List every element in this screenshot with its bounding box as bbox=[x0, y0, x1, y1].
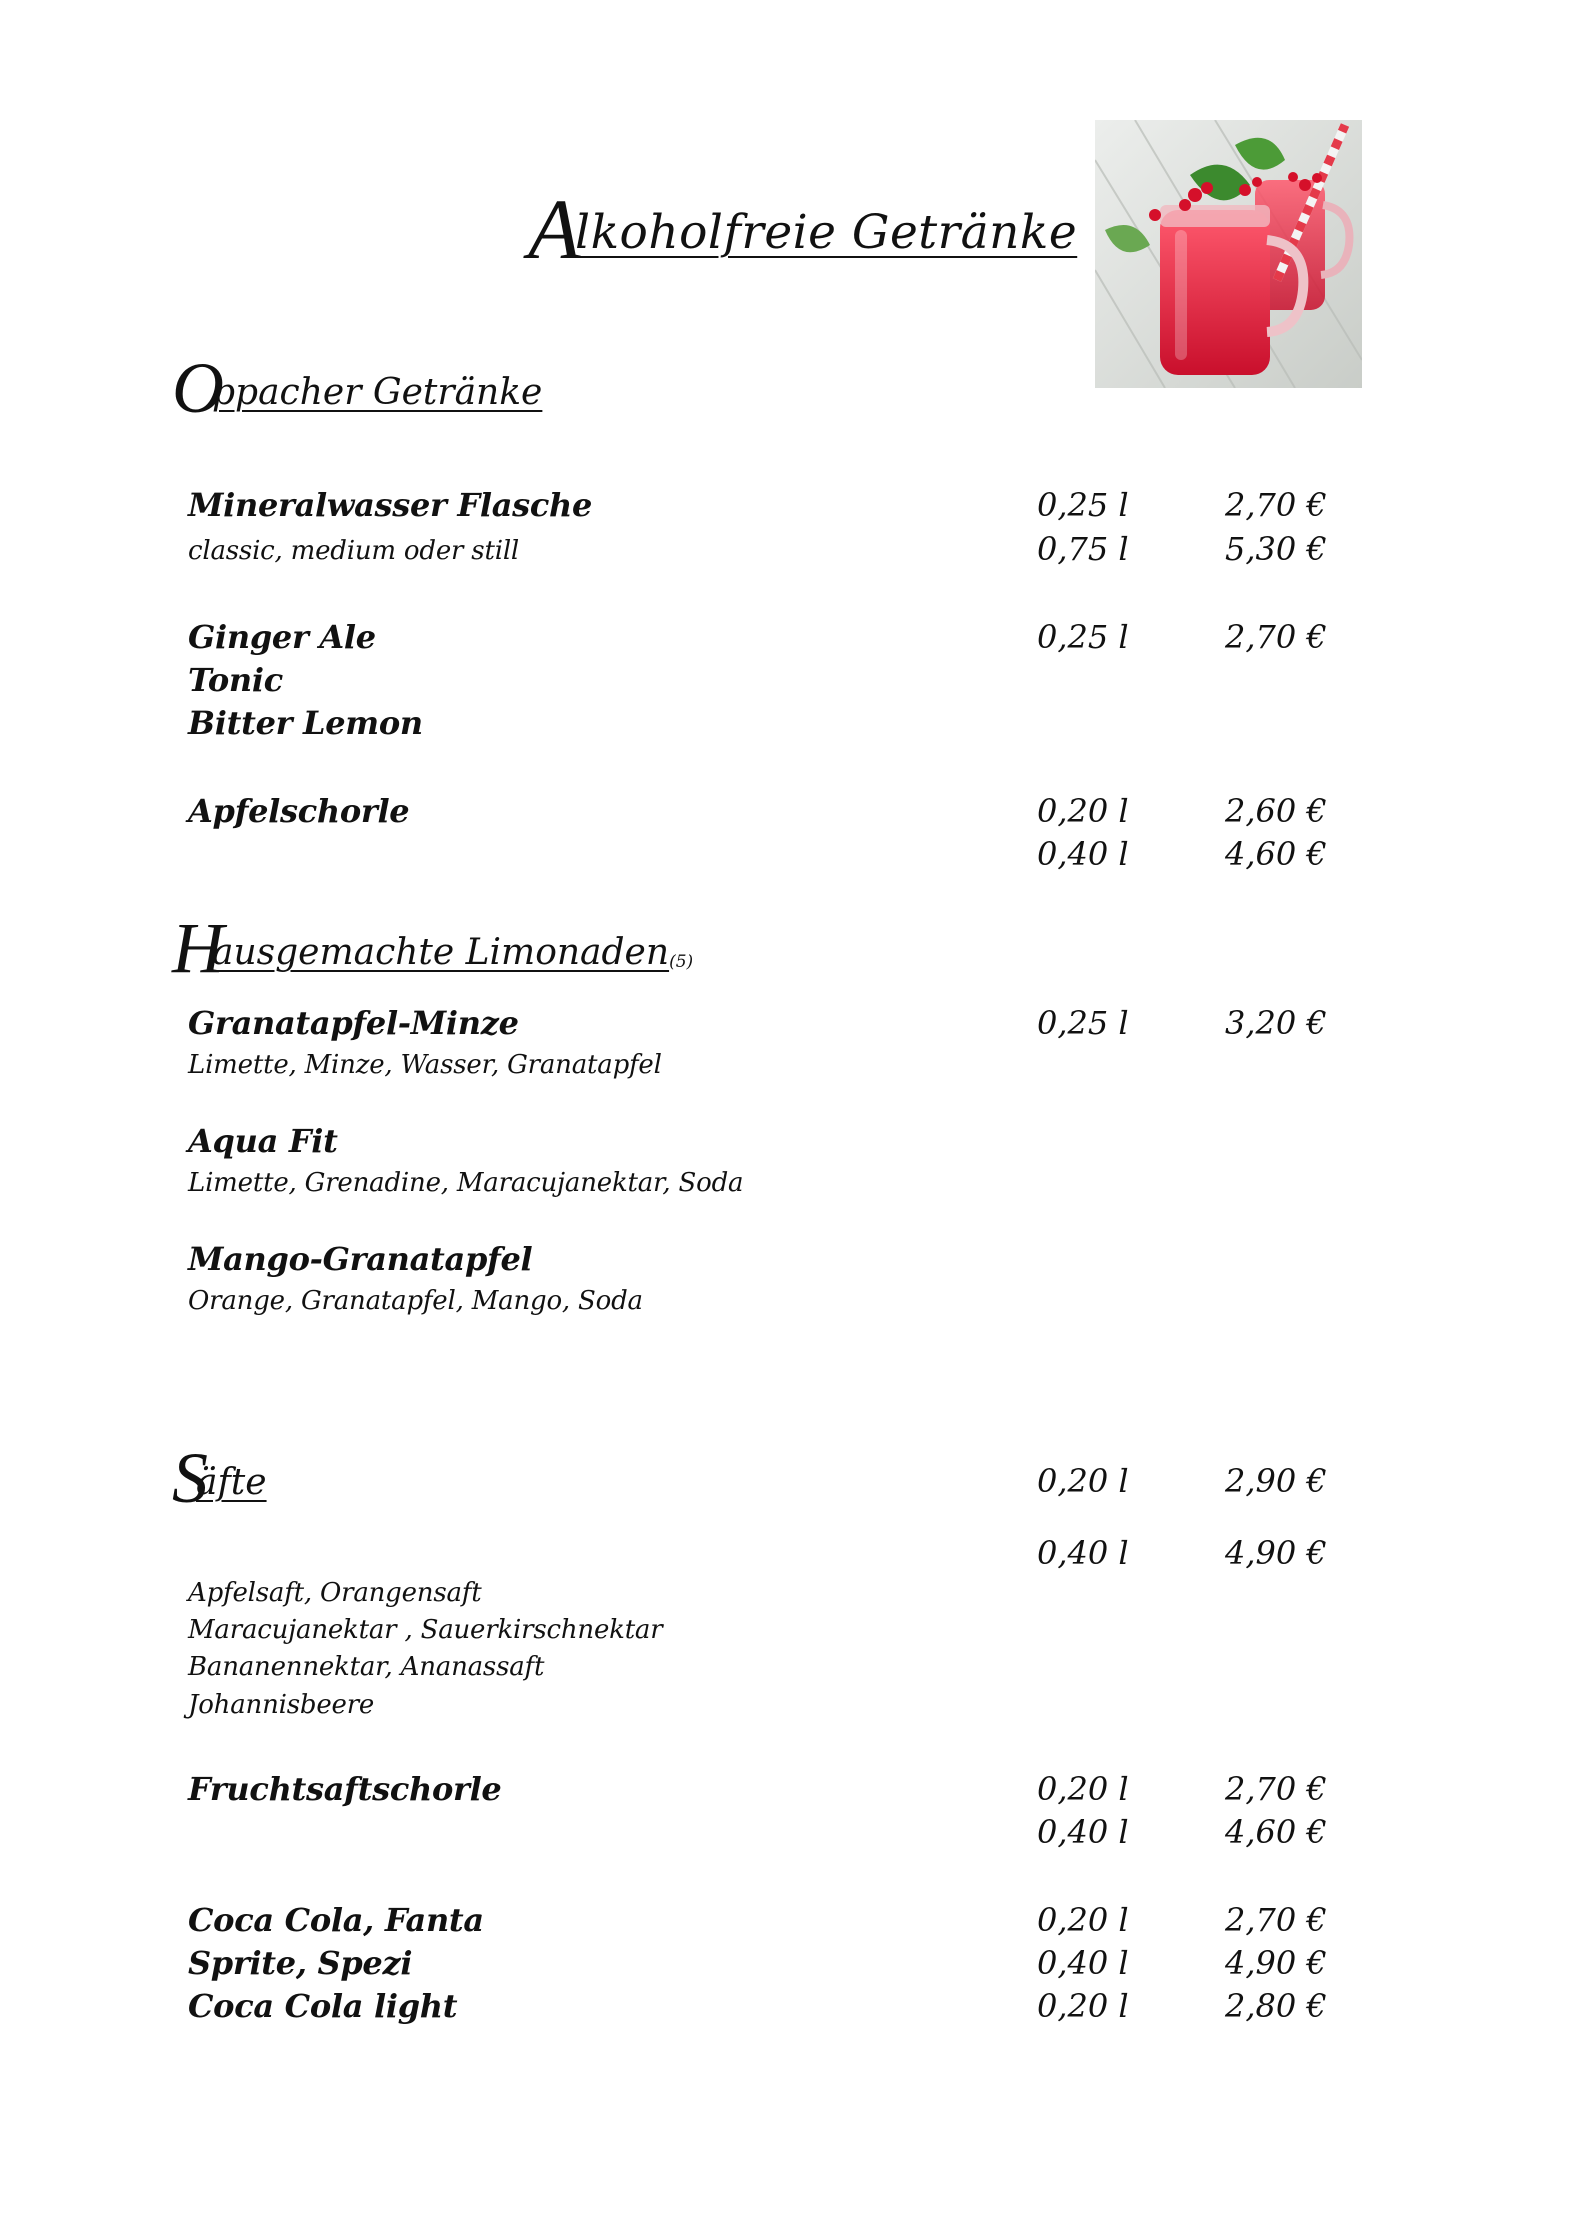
title-initial: A bbox=[528, 181, 582, 277]
section-initial: H bbox=[172, 908, 224, 988]
item-volume: 0,40 l bbox=[1037, 1944, 1129, 1982]
item-name-granatapfel-minze: Granatapfel-Minze bbox=[188, 1004, 519, 1042]
item-name-coca-cola-fanta: Coca Cola, Fanta bbox=[188, 1901, 484, 1939]
title-text: lkoholfreie Getränke bbox=[575, 205, 1078, 260]
section-title-limonaden bbox=[172, 908, 694, 988]
item-desc-aqua-fit: Limette, Grenadine, Maracujanektar, Soda bbox=[188, 1168, 744, 1198]
item-name-coca-cola-light: Coca Cola light bbox=[188, 1987, 458, 2025]
item-name-aqua-fit: Aqua Fit bbox=[188, 1122, 338, 1160]
item-volume: 0,75 l bbox=[1037, 530, 1129, 568]
item-desc-mineralwasser: classic, medium oder still bbox=[188, 536, 520, 566]
item-volume: 0,40 l bbox=[1037, 1534, 1129, 1572]
item-name-mango-granatapfel: Mango-Granatapfel bbox=[188, 1240, 533, 1278]
item-price: 4,60 € bbox=[1225, 835, 1327, 873]
item-price: 2,90 € bbox=[1225, 1462, 1327, 1500]
item-volume: 0,20 l bbox=[1037, 1987, 1129, 2025]
item-volume: 0,20 l bbox=[1037, 1770, 1129, 1808]
section-title-saefte bbox=[172, 1438, 267, 1518]
item-price: 2,70 € bbox=[1225, 1770, 1327, 1808]
item-price: 3,20 € bbox=[1225, 1004, 1327, 1042]
section-label: ppacher Getränke bbox=[212, 372, 543, 413]
item-desc-granatapfel-minze: Limette, Minze, Wasser, Granatapfel bbox=[188, 1050, 662, 1080]
item-desc-saefte: Bananennektar, Ananassaft bbox=[188, 1652, 545, 1682]
section-title-oppacher bbox=[172, 348, 543, 428]
item-name-sprite-spezi: Sprite, Spezi bbox=[188, 1944, 413, 1982]
item-desc-saefte: Apfelsaft, Orangensaft bbox=[188, 1578, 482, 1608]
item-volume: 0,25 l bbox=[1037, 1004, 1129, 1042]
item-desc-mango-granatapfel: Orange, Granatapfel, Mango, Soda bbox=[188, 1286, 643, 1316]
item-volume: 0,40 l bbox=[1037, 835, 1129, 873]
item-name-bitter-lemon: Bitter Lemon bbox=[188, 704, 423, 742]
item-price: 5,30 € bbox=[1225, 530, 1327, 568]
item-volume: 0,25 l bbox=[1037, 486, 1129, 524]
item-price: 4,90 € bbox=[1225, 1534, 1327, 1572]
item-price: 2,70 € bbox=[1225, 486, 1327, 524]
item-desc-saefte: Maracujanektar , Sauerkirschnektar bbox=[188, 1615, 663, 1645]
item-price: 2,80 € bbox=[1225, 1987, 1327, 2025]
item-name-fruchtsaftschorle: Fruchtsaftschorle bbox=[188, 1770, 502, 1808]
allergen-note: (5) bbox=[669, 952, 694, 972]
lemonade-jar-photo bbox=[1095, 120, 1362, 388]
item-price: 4,60 € bbox=[1225, 1813, 1327, 1851]
section-initial: O bbox=[172, 348, 224, 428]
section-label: äfte bbox=[196, 1462, 267, 1503]
item-price: 2,60 € bbox=[1225, 792, 1327, 830]
item-name-mineralwasser: Mineralwasser Flasche bbox=[188, 486, 593, 524]
item-volume: 0,20 l bbox=[1037, 1901, 1129, 1939]
section-label: ausgemachte Limonaden bbox=[212, 932, 670, 973]
section-initial: S bbox=[172, 1438, 208, 1518]
item-price: 2,70 € bbox=[1225, 618, 1327, 656]
item-name-tonic: Tonic bbox=[188, 661, 283, 699]
item-volume: 0,40 l bbox=[1037, 1813, 1129, 1851]
item-name-ginger-ale: Ginger Ale bbox=[188, 618, 376, 656]
item-price: 2,70 € bbox=[1225, 1901, 1327, 1939]
item-volume: 0,25 l bbox=[1037, 618, 1129, 656]
page-title bbox=[528, 181, 1078, 277]
item-price: 4,90 € bbox=[1225, 1944, 1327, 1982]
item-volume: 0,20 l bbox=[1037, 792, 1129, 830]
item-volume: 0,20 l bbox=[1037, 1462, 1129, 1500]
item-desc-saefte: Johannisbeere bbox=[188, 1690, 375, 1720]
item-name-apfelschorle: Apfelschorle bbox=[188, 792, 410, 830]
